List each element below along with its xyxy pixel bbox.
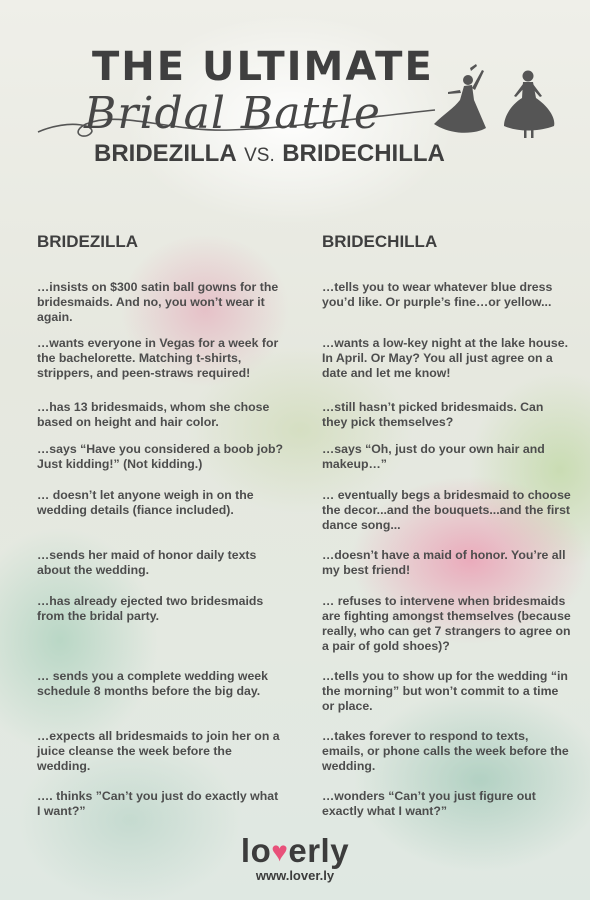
list-item: …has already ejected two bridesmaids from the bridal party. bbox=[37, 594, 264, 623]
header bbox=[0, 0, 590, 200]
subtitle-bridechilla: BRIDECHILLA bbox=[282, 140, 445, 167]
logo-text-end: erly bbox=[288, 832, 350, 869]
website-link[interactable]: www.lover.ly bbox=[255, 868, 335, 883]
list-item: …wants everyone in Vegas for a week for the bachelorette. Matching t-shirts, strippers, and peen-straws required! bbox=[37, 336, 279, 380]
list-item: …insists on $300 satin ball gowns for the bridesmaids. And no, you won’t wear it again. bbox=[37, 280, 279, 324]
subtitle-vs: VS. bbox=[244, 145, 275, 166]
subtitle-bridezilla: BRIDEZILLA bbox=[94, 140, 237, 167]
list-item: …. thinks ”Can’t you just do exactly what I want?” bbox=[37, 789, 279, 818]
footer bbox=[0, 832, 590, 883]
title-line-2: Bridal Battle bbox=[84, 88, 381, 139]
list-item: …wonders “Can’t you just figure out exactly what I want?” bbox=[322, 789, 536, 818]
column-heading-bridezilla: BRIDEZILLA bbox=[37, 232, 139, 251]
list-item: …says “Oh, just do your own hair and makeup…” bbox=[322, 442, 545, 471]
subtitle bbox=[94, 140, 445, 168]
list-item: …doesn’t have a maid of honor. You’re all my best friend! bbox=[322, 548, 566, 577]
list-item: …expects all bridesmaids to join her on a juice cleanse the week before the wedding. bbox=[37, 729, 280, 773]
list-item: …says “Have you considered a boob job? Just kidding!” (Not kidding.) bbox=[37, 442, 283, 471]
list-item: …still hasn’t picked bridesmaids. Can they pick themselves? bbox=[322, 400, 544, 429]
list-item: …takes forever to respond to texts, emails, or phone calls the week before the wedding. bbox=[322, 729, 569, 773]
list-item: … refuses to intervene when bridesmaids are fighting amongst themselves (because really, who can get 7 strangers to agree on a pair of gold shoes)? bbox=[322, 594, 571, 653]
list-item: … sends you a complete wedding week schedule 8 months before the big day. bbox=[37, 669, 268, 698]
title-line-1: THE ULTIMATE bbox=[92, 44, 434, 90]
list-item: …tells you to wear whatever blue dress you’d like. Or purple’s fine…or yellow... bbox=[322, 280, 553, 309]
list-item: … eventually begs a bridesmaid to choose the decor...and the bouquets...and the first dance song... bbox=[322, 488, 571, 532]
lovely-logo[interactable] bbox=[241, 832, 349, 870]
list-item: …tells you to show up for the wedding “in the morning” but won’t commit to a time or place. bbox=[322, 669, 568, 713]
list-item: …wants a low-key night at the lake house. In April. Or May? You all just agree on a date and let me know! bbox=[322, 336, 568, 380]
logo-text-start: lo bbox=[240, 832, 272, 869]
bride-silhouettes-illustration bbox=[430, 62, 560, 152]
column-heading-bridechilla: BRIDECHILLA bbox=[322, 232, 438, 251]
list-item: …sends her maid of honor daily texts about the wedding. bbox=[37, 548, 257, 577]
list-item: … doesn’t let anyone weigh in on the wedding details (fiance included). bbox=[37, 488, 254, 517]
list-item: …has 13 bridesmaids, whom she chose based on height and hair color. bbox=[37, 400, 270, 429]
heart-icon: ♥ bbox=[271, 836, 289, 867]
